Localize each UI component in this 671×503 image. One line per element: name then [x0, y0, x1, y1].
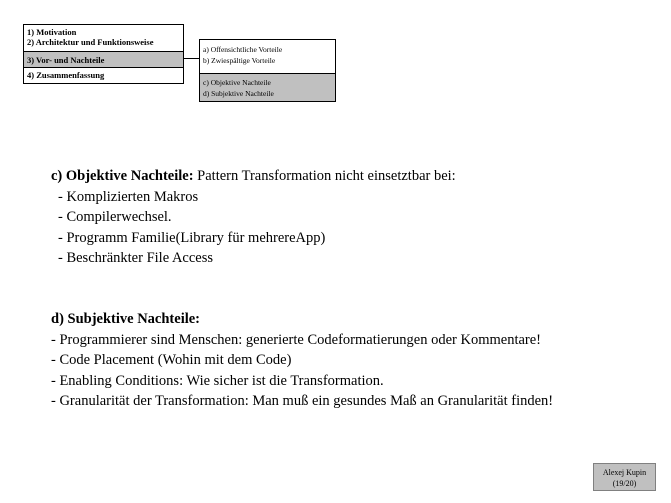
nav-connector-line [184, 58, 200, 59]
subnav-item-c: c) Objektive Nachteile [203, 78, 271, 87]
nav-item-architektur: 2) Architektur und Funktionsweise [27, 37, 154, 47]
section-c-intro: Pattern Transformation nicht einsetztbar bei: [193, 168, 456, 184]
subnav-top [200, 40, 335, 73]
section-subjektive-nachteile [51, 309, 553, 412]
section-c-bullet: - Komplizierten Makros [58, 188, 199, 205]
section-d-heading: d) Subjektive Nachteile: [51, 311, 201, 327]
section-c-bullet: - Programm Familie(Library für mehrereApp) [58, 229, 326, 246]
section-d-bullet: - Programmierer sind Menschen: generierte Codeformatierungen oder Kommentare! [51, 331, 541, 348]
section-c-bullet: - Compilerwechsel. [58, 209, 172, 225]
section-c-heading: c) Objektive Nachteile: [51, 168, 194, 184]
footer-author: Alexej Kupin [602, 468, 647, 477]
footer-page-number: (19/20) [612, 479, 637, 488]
subnav-item-d: d) Subjektive Nachteile [203, 89, 274, 98]
nav-item-zusammenfassung: 4) Zusammenfassung [27, 70, 105, 80]
subnav-bottom-active [200, 73, 335, 101]
section-d-bullet: - Granularität der Transformation: Man muß ein gesundes Maß an Granularität finden! [51, 393, 554, 409]
footer-badge [593, 463, 656, 491]
nav-group-top [24, 27, 183, 49]
subnav-item-b: b) Zwiespältige Vorteile [203, 56, 276, 65]
section-d-bullet: - Enabling Conditions: Wie sicher ist die Transformation. [51, 372, 384, 389]
nav-item-vor-und-nachteile: 3) Vor- und Nachteile [24, 51, 183, 68]
section-d-bullet: - Code Placement (Wohin mit dem Code) [51, 352, 292, 368]
subnav-box [199, 39, 336, 102]
subnav-item-a: a) Offensichtliche Vorteile [203, 45, 283, 54]
section-c-bullet: - Beschränkter File Access [58, 250, 214, 266]
outline-nav [23, 24, 184, 84]
nav-item-motivation: 1) Motivation [27, 27, 77, 37]
section-c-heading-line [51, 166, 456, 187]
section-objektive-nachteile [51, 166, 456, 269]
